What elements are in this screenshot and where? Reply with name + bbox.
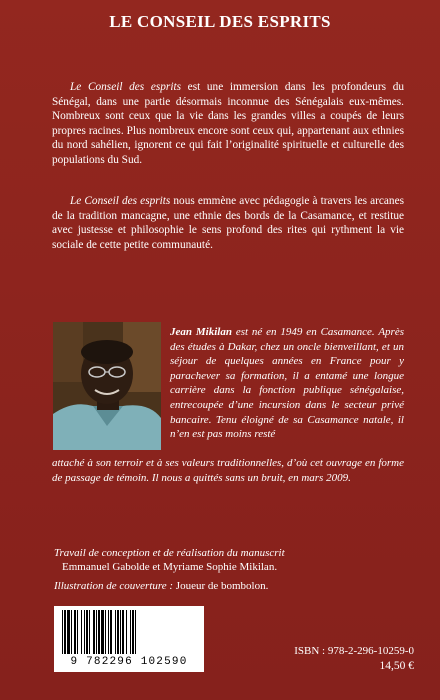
- illustration-label: Illustration de couverture :: [54, 580, 174, 592]
- credits: [54, 546, 384, 575]
- cover-illustration-credit: [54, 580, 384, 592]
- isbn: ISBN : 978-2-296-10259-0: [294, 645, 414, 657]
- illustration-value: Joueur de bombolon.: [173, 580, 269, 592]
- author-bio-text-1: est né en 1949 en Casamance. Après des études à Dakar, chez un oncle bienveillant, et un séjour de quelques années en France pour y parachever sa formation, il a entamé une longue carrière dans la fonction publique sénégalaise, entrecoupée d’une incursion dans le secteur privé bancaire. Tenu éloigné de sa Casamance natale, il n’en est pas moins resté: [170, 326, 404, 441]
- author-name: Jean Mikilan: [170, 326, 232, 338]
- author-bio-top: [170, 325, 404, 442]
- book-title: LE CONSEIL DES ESPRITS: [109, 12, 331, 31]
- summary-paragraph-2: [52, 194, 404, 252]
- summary-text-2: nous emmène avec pédagogie à travers les arcanes de la tradition mancagne, une ethnie des bords de la Casamance, et restitue avec justesse et philosophie le sens profond des rites qui rythment la vie sociale de cette petite communauté.: [52, 195, 404, 251]
- barcode-bars: [62, 610, 196, 656]
- barcode-number: 9 782296 102590: [70, 656, 188, 668]
- credits-line-2: Emmanuel Gabolde et Myriame Sophie Mikilan.: [62, 561, 278, 574]
- book-title-reference: Le Conseil des esprits: [70, 195, 171, 207]
- book-title-reference: Le Conseil des esprits: [70, 81, 182, 93]
- summary-paragraph-1: [52, 80, 404, 168]
- author-photo: [53, 322, 161, 450]
- barcode: [54, 606, 204, 672]
- author-portrait-illustration: [53, 322, 161, 450]
- credits-line-1: Travail de conception et de réalisation du manuscrit: [54, 547, 285, 559]
- summary-text-1: est une immersion dans les profondeurs du Sénégal, dans une partie désormais inconnue des Sénégalais eux-mêmes. Nombreux sont ceux que la vie dans les grandes villes a coupés de leurs propres racines. Plus nombreux encore sont ceux qui, appartenant aux ethnies du nord sahélien, ignorent ce qui fait l’originalité spirituelle et culturelle des populations du Sud.: [52, 81, 405, 166]
- price: 14,50 €: [379, 660, 414, 672]
- author-bio-bottom: attaché à son terroir et à ses valeurs traditionnelles, d’où cet ouvrage en forme de passage de témoin. Il nous a quittés sans un bruit, en mars 2009.: [52, 457, 404, 484]
